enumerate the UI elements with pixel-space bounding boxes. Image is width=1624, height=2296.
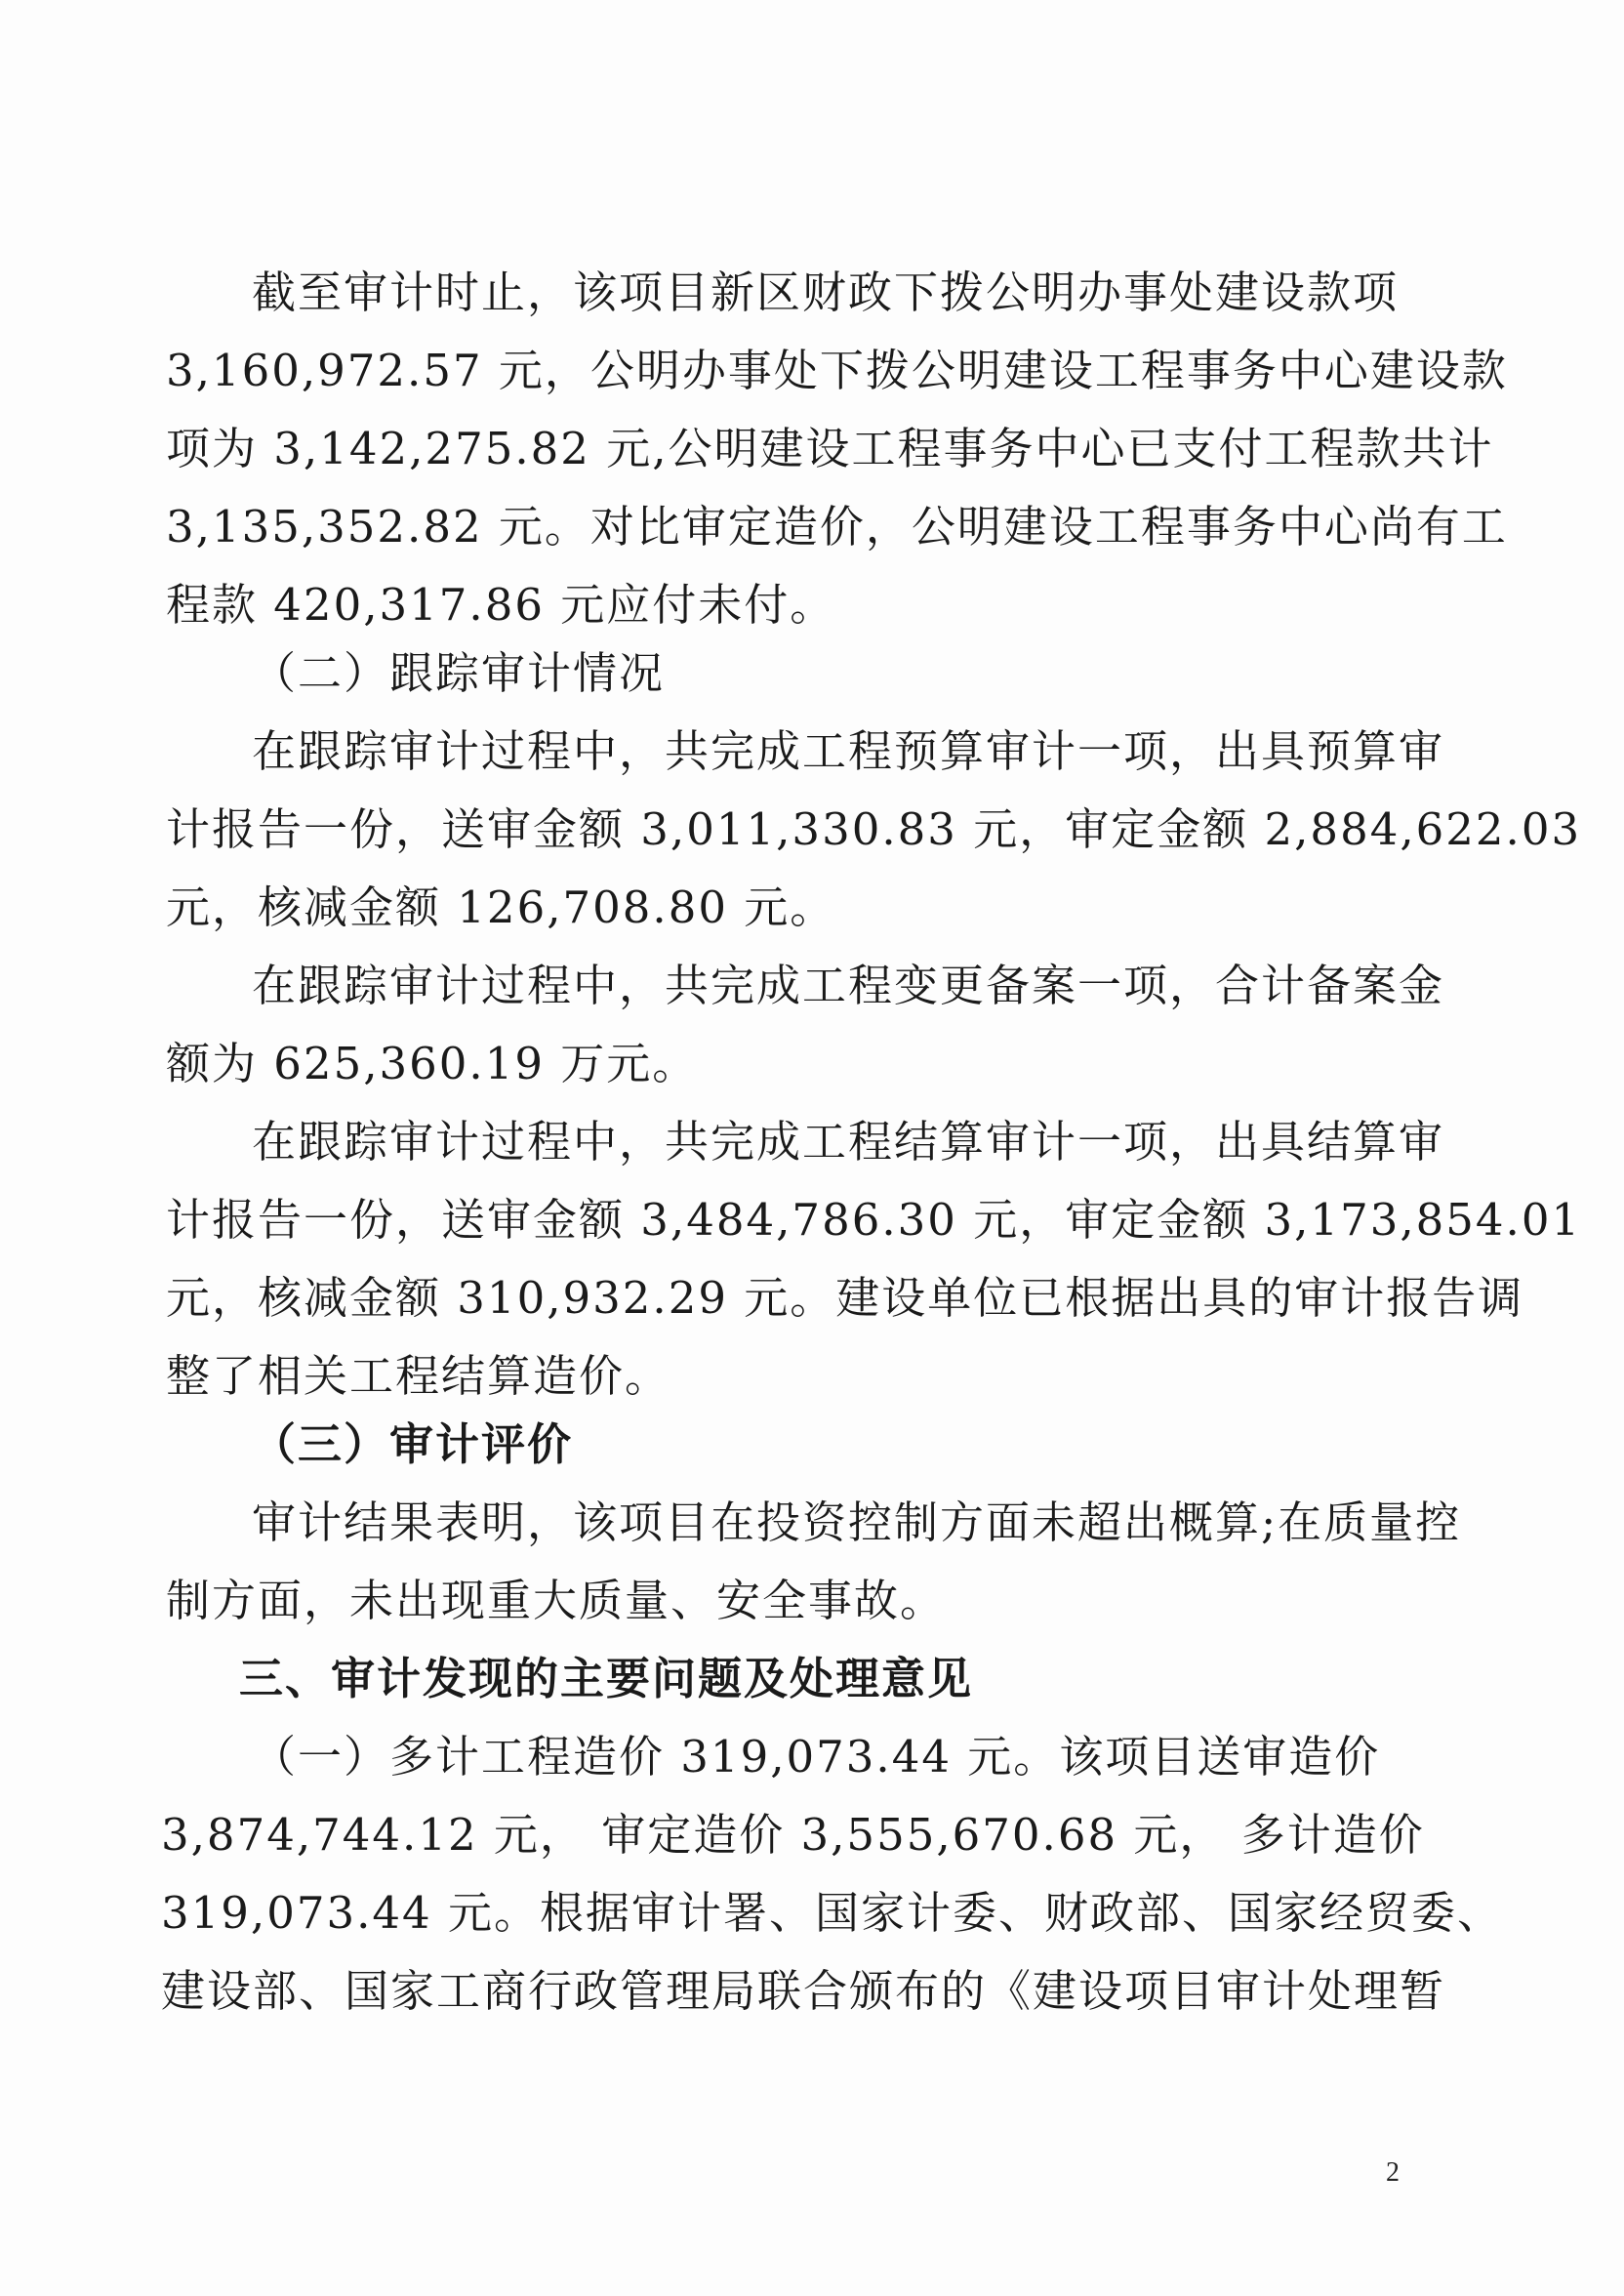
paragraph-line: 元，核减金额 126,708.80 元。 xyxy=(166,882,836,933)
paragraph-line: 程款 420,317.86 元应付未付。 xyxy=(166,579,836,631)
paragraph-line: 建设部、国家工商行政管理局联合颁布的《建设项目审计处理暂 xyxy=(161,1965,1446,2017)
paragraph-line: 3,135,352.82 元。对比审定造价，公明建设工程事务中心尚有工 xyxy=(166,501,1508,553)
paragraph-line: 3,874,744.12 元， 审定造价 3,555,670.68 元， 多计造价 xyxy=(161,1809,1425,1861)
page-number: 2 xyxy=(1386,2157,1400,2188)
paragraph-line: 项为 3,142,275.82 元,公明建设工程事务中心已支付工程款共计 xyxy=(166,423,1494,474)
section-heading: （三）审计评价 xyxy=(252,1418,574,1470)
paragraph-line: 制方面，未出现重大质量、安全事故。 xyxy=(166,1575,947,1626)
paragraph-line: 在跟踪审计过程中，共完成工程结算审计一项，出具结算审 xyxy=(252,1116,1445,1168)
section-heading: （二）跟踪审计情况 xyxy=(252,647,666,699)
paragraph-line: 元，核减金额 310,932.29 元。建设单位已根据出具的审计报告调 xyxy=(166,1272,1524,1324)
paragraph-line: 整了相关工程结算造价。 xyxy=(166,1350,671,1402)
paragraph-line: 在跟踪审计过程中，共完成工程变更备案一项，合计备案金 xyxy=(252,960,1445,1011)
paragraph-line: 截至审计时止，该项目新区财政下拨公明办事处建设款项 xyxy=(252,266,1400,318)
paragraph-line: 计报告一份，送审金额 3,484,786.30 元，审定金额 3,173,854.01 xyxy=(166,1194,1582,1246)
paragraph-line: （一）多计工程造价 319,073.44 元。该项目送审造价 xyxy=(252,1731,1381,1783)
paragraph-line: 在跟踪审计过程中，共完成工程预算审计一项，出具预算审 xyxy=(252,725,1445,777)
paragraph-line: 计报告一份，送审金额 3,011,330.83 元，审定金额 2,884,622.03 xyxy=(166,803,1582,855)
paragraph-line: 额为 625,360.19 万元。 xyxy=(166,1038,699,1089)
section-heading: 三、审计发现的主要问题及处理意见 xyxy=(239,1653,974,1704)
paragraph-line: 319,073.44 元。根据审计署、国家计委、财政部、国家经贸委、 xyxy=(161,1887,1503,1939)
paragraph-line: 审计结果表明，该项目在投资控制方面未超出概算;在质量控 xyxy=(252,1496,1462,1548)
paragraph-line: 3,160,972.57 元，公明办事处下拨公明建设工程事务中心建设款 xyxy=(166,345,1508,396)
